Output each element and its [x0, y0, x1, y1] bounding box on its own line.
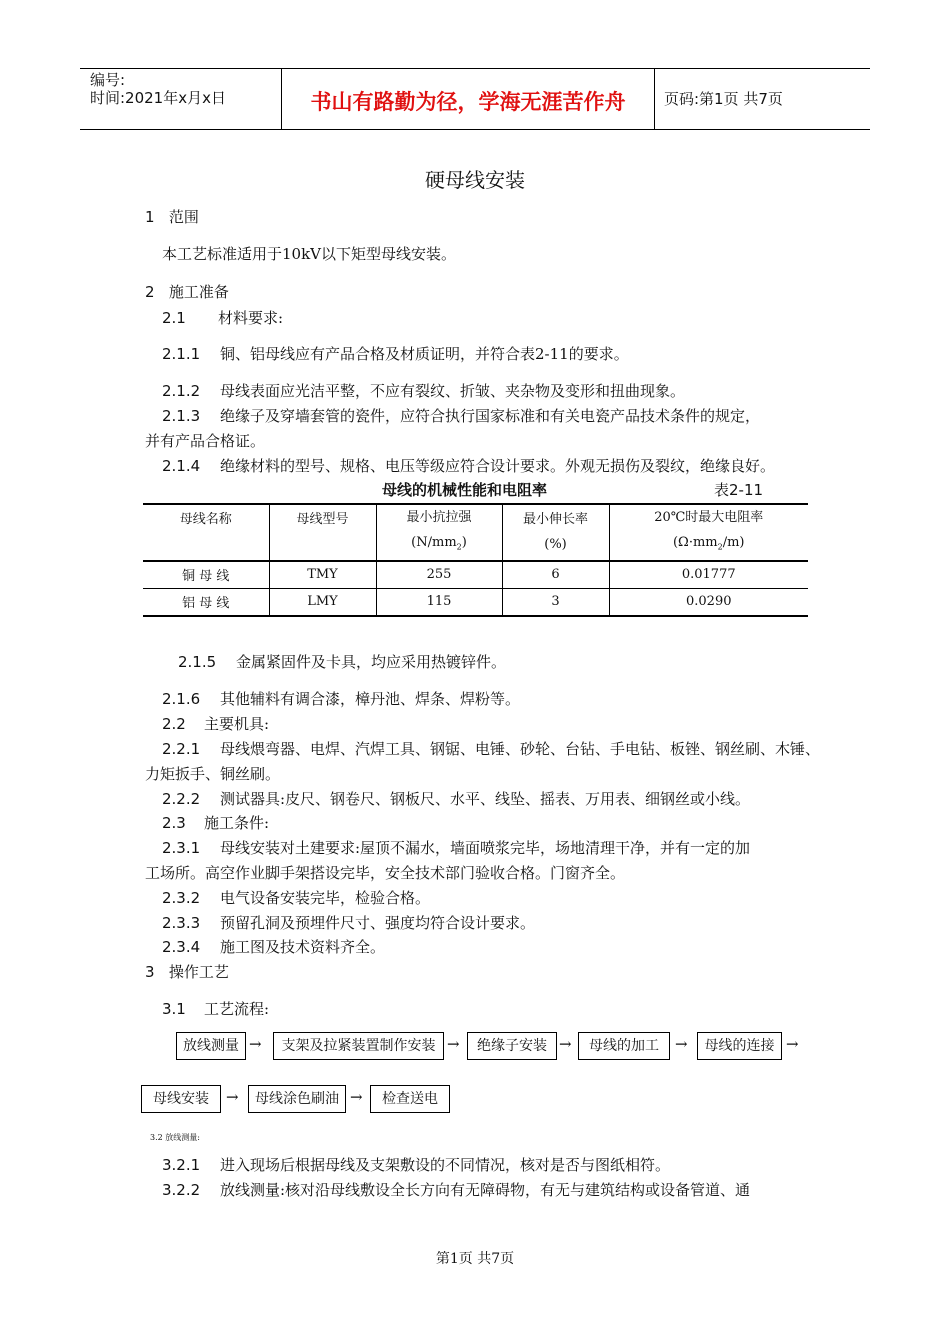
flow-step: 放线测量	[176, 1032, 246, 1060]
item-text: 材料要求:	[218, 309, 284, 327]
item-2-2-2	[162, 788, 750, 809]
table-header-cell: 20℃时最大电阻率 $(\Omega\cdot mm_2/m)$	[609, 504, 808, 561]
item-3-1	[162, 998, 269, 1019]
item-text: 施工条件:	[204, 814, 270, 832]
item-text: 母线安装对土建要求:屋顶不漏水，墙面喷浆完毕，场地清理干净，并有一定的加	[220, 839, 751, 857]
header-divider	[654, 69, 655, 129]
page-header	[80, 68, 870, 130]
item-number: 2.1.1	[162, 345, 201, 363]
table-header-cell: 母线型号	[269, 504, 376, 561]
item-number: 2.3.2	[162, 889, 201, 907]
item-2-1-2	[162, 380, 685, 401]
item-2-1-6	[162, 688, 520, 709]
table-cell: 0.01777	[609, 561, 808, 589]
flow-arrow: →	[226, 1088, 239, 1106]
item-2-1-1	[162, 343, 629, 364]
item-2-1	[162, 307, 283, 328]
flow-step: 检查送电	[370, 1085, 450, 1113]
item-number: 3.2.2	[162, 1181, 201, 1199]
section-number: 3	[145, 963, 155, 981]
table-cell: 115	[376, 588, 502, 616]
item-text: 预留孔洞及预埋件尺寸、强度均符合设计要求。	[220, 914, 536, 932]
header-motto: 书山有路勤为径，学海无涯苦作舟	[310, 90, 626, 114]
section-title: 操作工艺	[168, 963, 229, 981]
code-label: 编号:	[90, 71, 126, 89]
item-number: 2.3.4	[162, 938, 201, 956]
item-2-3-2	[162, 887, 430, 908]
item-2-1-3	[162, 405, 760, 426]
header-page-number: 页码:第1页 共7页	[664, 90, 783, 108]
item-text: 金属紧固件及卡具，均应采用热镀锌件。	[236, 653, 507, 671]
item-number: 2.3.1	[162, 839, 201, 857]
item-number: 3.1	[162, 1000, 186, 1018]
properties-table	[143, 503, 808, 617]
table-cell: TMY	[269, 561, 376, 589]
flow-step: 支架及拉紧装置制作安装	[273, 1032, 444, 1060]
section-title: 范围	[168, 208, 199, 226]
item-text: 施工图及技术资料齐全。	[220, 938, 386, 956]
flow-arrow: →	[249, 1035, 262, 1053]
header-info	[90, 71, 226, 107]
item-number: 3.2.1	[162, 1156, 201, 1174]
item-number: 2.1.5	[178, 653, 217, 671]
item-text: 放线测量:核对沿母线敷设全长方向有无障碍物，有无与建筑结构或设备管道、通	[220, 1181, 751, 1199]
section-1-heading	[145, 206, 199, 227]
item-2-3	[162, 812, 269, 833]
flow-step: 母线涂色刷油	[248, 1085, 346, 1113]
page-footer: 第1页 共7页	[435, 1251, 515, 1267]
item-2-2	[162, 713, 269, 734]
item-number: 2.1.2	[162, 382, 201, 400]
table-row	[143, 588, 808, 616]
section-2-heading	[145, 281, 229, 302]
item-number: 2.3.3	[162, 914, 201, 932]
section-number: 1	[145, 208, 155, 226]
flow-arrow: →	[786, 1035, 799, 1053]
item-2-3-4	[162, 936, 385, 957]
table-cell: 铝 母 线	[143, 588, 269, 616]
flow-step: 母线的加工	[578, 1032, 670, 1060]
item-text: 其他辅料有调合漆，樟丹池、焊条、焊粉等。	[220, 690, 521, 708]
table-caption: 母线的机械性能和电阻率	[382, 481, 548, 499]
item-text: 主要机具:	[204, 715, 270, 733]
flow-step: 母线安装	[141, 1085, 221, 1113]
flow-arrow: →	[350, 1088, 363, 1106]
item-number: 2.1.6	[162, 690, 201, 708]
flow-arrow: →	[447, 1035, 460, 1053]
table-cell: 3	[502, 588, 609, 616]
item-text: 绝缘材料的型号、规格、电压等级应符合设计要求。外观无损伤及裂纹，绝缘良好。	[220, 457, 776, 475]
section-1-paragraph: 本工艺标准适用于10kV以下矩型母线安装。	[162, 245, 457, 263]
section-number: 2	[145, 283, 155, 301]
table-row	[143, 561, 808, 589]
item-2-1-5	[178, 651, 506, 672]
item-2-3-1	[162, 837, 750, 858]
item-3-2-2	[162, 1179, 750, 1200]
table-cell: 铜 母 线	[143, 561, 269, 589]
flow-arrow: →	[675, 1035, 688, 1053]
item-number: 2.1.4	[162, 457, 201, 475]
item-text: 工艺流程:	[204, 1000, 270, 1018]
item-text: 铜、铝母线应有产品合格及材质证明，并符合表2-11的要求。	[220, 345, 629, 363]
document-title: 硬母线安装	[425, 168, 525, 192]
table-cell: 255	[376, 561, 502, 589]
section-3-heading	[145, 961, 229, 982]
section-title: 施工准备	[168, 283, 229, 301]
item-number: 2.3	[162, 814, 186, 832]
table-header-cell: 最小伸长率 (%)	[502, 504, 609, 561]
table-cell: 6	[502, 561, 609, 589]
table-header-cell: 母线名称	[143, 504, 269, 561]
item-number: 2.1.3	[162, 407, 201, 425]
item-text: 进入现场后根据母线及支架敷设的不同情况，核对是否与图纸相符。	[220, 1156, 671, 1174]
table-number: 表2-11	[714, 481, 764, 499]
item-number: 2.1	[162, 309, 186, 327]
item-2-2-1-continued: 力矩扳手、铜丝刷。	[145, 765, 281, 783]
table-cell: 0.0290	[609, 588, 808, 616]
item-text: 电气设备安装完毕，检验合格。	[220, 889, 431, 907]
item-2-1-4	[162, 455, 775, 476]
flow-step: 绝缘子安装	[467, 1032, 557, 1060]
item-2-1-3-continued: 并有产品合格证。	[145, 432, 266, 450]
item-number: 2.2.2	[162, 790, 201, 808]
item-text: 测试器具:皮尺、钢卷尺、钢板尺、水平、线坠、摇表、万用表、细钢丝或小线。	[220, 790, 751, 808]
item-text: 母线煨弯器、电焊、汽焊工具、钢锯、电锤、砂轮、台钻、手电钻、板锉、钢丝刷、木锤、	[220, 740, 821, 758]
item-number: 2.2.1	[162, 740, 201, 758]
table-header-cell: 最小抗拉强 $(N/mm_2)$	[376, 504, 502, 561]
item-3-2-1	[162, 1154, 670, 1175]
table-header-row	[143, 504, 808, 561]
item-number: 2.2	[162, 715, 186, 733]
table-cell: LMY	[269, 588, 376, 616]
item-text: 母线表面应光洁平整，不应有裂纹、折皱、夹杂物及变形和扭曲现象。	[220, 382, 686, 400]
date-label: 时间:2021年x月x日	[90, 89, 226, 107]
item-2-3-1-continued: 工场所。高空作业脚手架搭设完毕，安全技术部门验收合格。门窗齐全。	[145, 864, 626, 882]
item-2-3-3	[162, 912, 535, 933]
item-text: 绝缘子及穿墙套管的瓷件，应符合执行国家标准和有关电瓷产品技术条件的规定，	[220, 407, 761, 425]
small-note: 3.2 放线测量:	[150, 1133, 200, 1142]
flow-arrow: →	[559, 1035, 572, 1053]
flow-step: 母线的连接	[697, 1032, 782, 1060]
item-2-2-1	[162, 738, 820, 759]
